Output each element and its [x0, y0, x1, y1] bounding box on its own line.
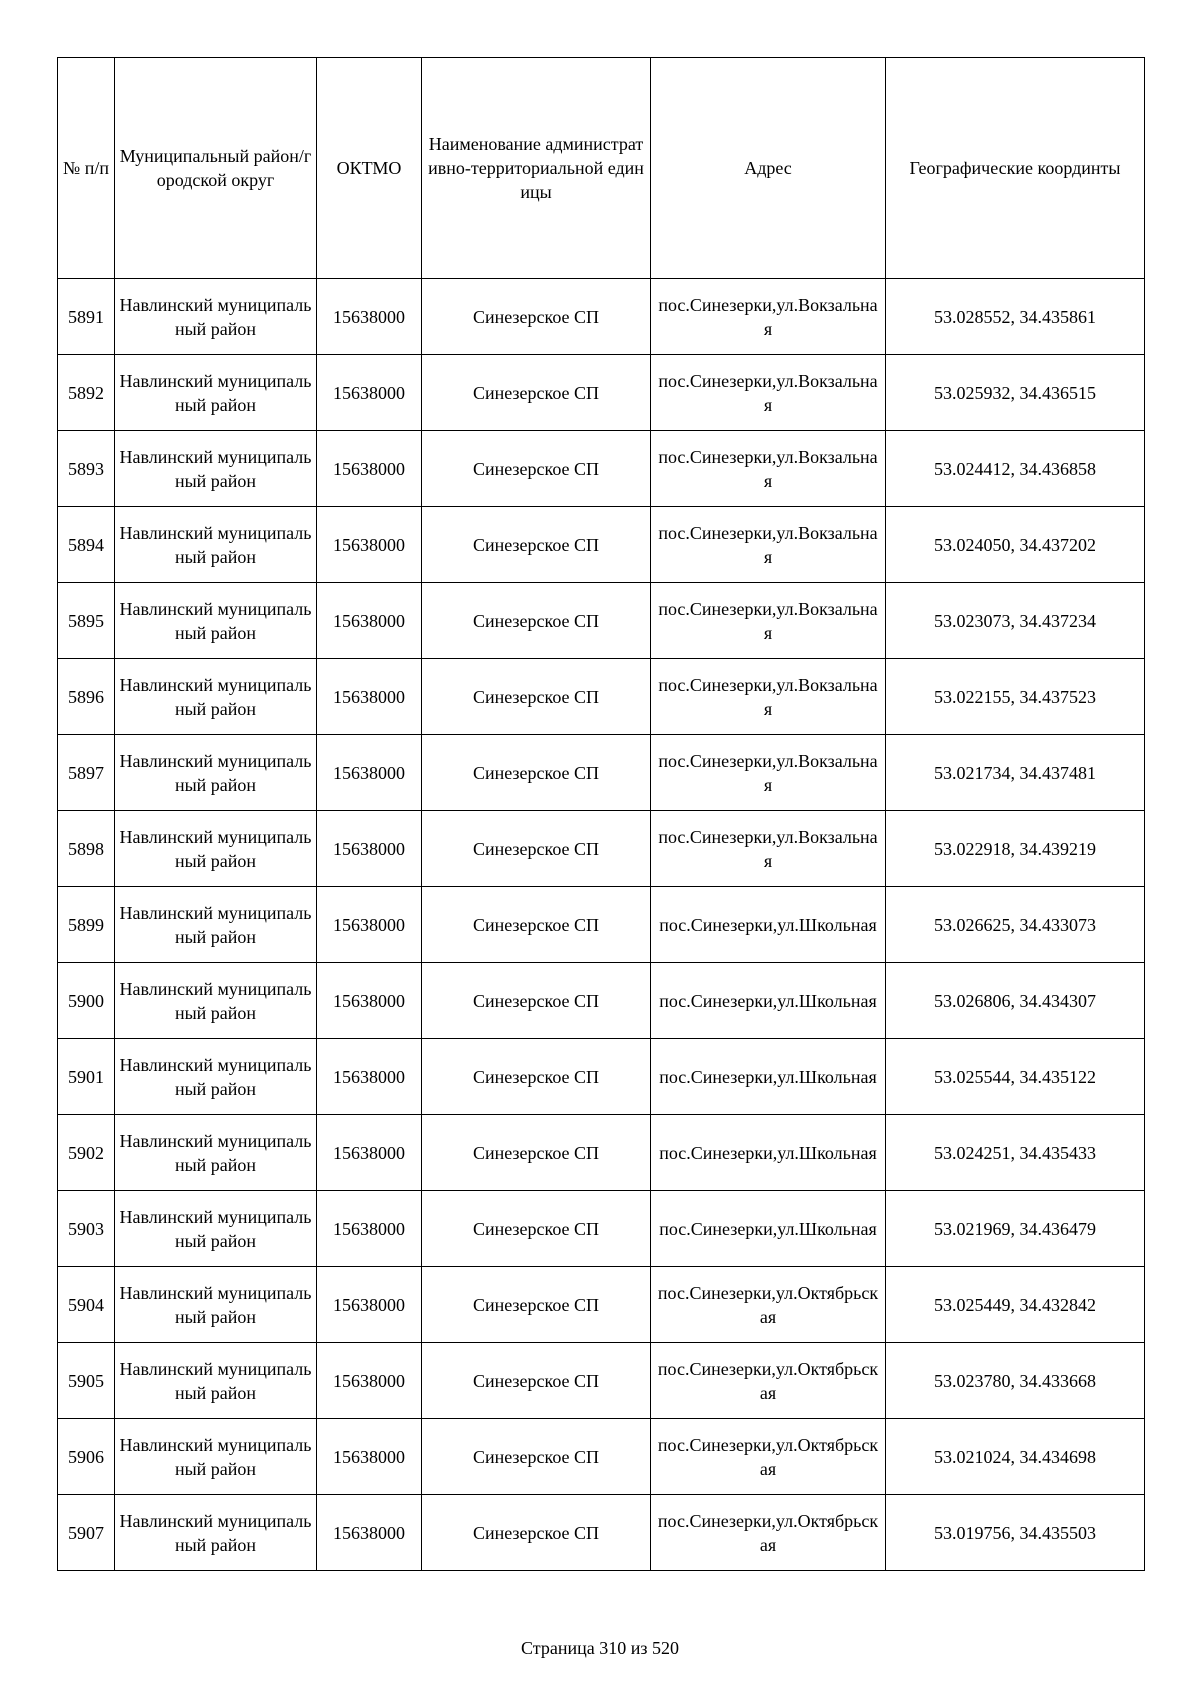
table-row: [58, 1495, 1145, 1571]
table-header-row: [58, 58, 1145, 279]
cell-admin-unit: Синезерское СП: [422, 1419, 651, 1495]
cell-oktmo: 15638000: [317, 1039, 422, 1115]
cell-admin-unit: Синезерское СП: [422, 1343, 651, 1419]
cell-address: пос.Синезерки,ул.Октябрьская: [651, 1343, 886, 1419]
cell-oktmo: 15638000: [317, 735, 422, 811]
cell-oktmo: 15638000: [317, 1343, 422, 1419]
cell-oktmo: 15638000: [317, 1115, 422, 1191]
table-row: [58, 1191, 1145, 1267]
cell-oktmo: 15638000: [317, 583, 422, 659]
cell-num: 5906: [58, 1419, 115, 1495]
cell-address: пос.Синезерки,ул.Вокзальная: [651, 507, 886, 583]
cell-oktmo: 15638000: [317, 1267, 422, 1343]
cell-admin-unit: Синезерское СП: [422, 1039, 651, 1115]
cell-oktmo: 15638000: [317, 279, 422, 355]
cell-coordinates: 53.026625, 34.433073: [886, 887, 1145, 963]
cell-address: пос.Синезерки,ул.Вокзальная: [651, 355, 886, 431]
cell-municipality: Навлинский муниципальный район: [115, 507, 317, 583]
cell-address: пос.Синезерки,ул.Школьная: [651, 963, 886, 1039]
cell-coordinates: 53.025932, 34.436515: [886, 355, 1145, 431]
cell-oktmo: 15638000: [317, 1419, 422, 1495]
cell-num: 5907: [58, 1495, 115, 1571]
cell-coordinates: 53.025544, 34.435122: [886, 1039, 1145, 1115]
cell-admin-unit: Синезерское СП: [422, 811, 651, 887]
cell-num: 5901: [58, 1039, 115, 1115]
table-row: [58, 1039, 1145, 1115]
cell-coordinates: 53.024050, 34.437202: [886, 507, 1145, 583]
cell-num: 5904: [58, 1267, 115, 1343]
cell-admin-unit: Синезерское СП: [422, 659, 651, 735]
header-admin-unit: Наименование административно-территориальной единицы: [422, 58, 651, 279]
cell-oktmo: 15638000: [317, 1191, 422, 1267]
table-row: [58, 355, 1145, 431]
cell-municipality: Навлинский муниципальный район: [115, 887, 317, 963]
cell-oktmo: 15638000: [317, 1495, 422, 1571]
cell-municipality: Навлинский муниципальный район: [115, 279, 317, 355]
cell-coordinates: 53.026806, 34.434307: [886, 963, 1145, 1039]
cell-coordinates: 53.024412, 34.436858: [886, 431, 1145, 507]
header-municipality: Муниципальный район/городской округ: [115, 58, 317, 279]
cell-admin-unit: Синезерское СП: [422, 431, 651, 507]
cell-address: пос.Синезерки,ул.Школьная: [651, 1039, 886, 1115]
cell-address: пос.Синезерки,ул.Школьная: [651, 1191, 886, 1267]
cell-municipality: Навлинский муниципальный район: [115, 431, 317, 507]
cell-municipality: Навлинский муниципальный район: [115, 1115, 317, 1191]
cell-admin-unit: Синезерское СП: [422, 963, 651, 1039]
cell-address: пос.Синезерки,ул.Вокзальная: [651, 279, 886, 355]
cell-municipality: Навлинский муниципальный район: [115, 735, 317, 811]
header-num: № п/п: [58, 58, 115, 279]
table-row: [58, 583, 1145, 659]
cell-num: 5891: [58, 279, 115, 355]
cell-admin-unit: Синезерское СП: [422, 507, 651, 583]
cell-num: 5894: [58, 507, 115, 583]
cell-oktmo: 15638000: [317, 355, 422, 431]
cell-admin-unit: Синезерское СП: [422, 355, 651, 431]
table-row: [58, 507, 1145, 583]
table-row: [58, 659, 1145, 735]
table-row: [58, 279, 1145, 355]
cell-oktmo: 15638000: [317, 811, 422, 887]
cell-address: пос.Синезерки,ул.Вокзальная: [651, 583, 886, 659]
table-row: [58, 735, 1145, 811]
cell-admin-unit: Синезерское СП: [422, 887, 651, 963]
header-address: Адрес: [651, 58, 886, 279]
cell-num: 5897: [58, 735, 115, 811]
cell-address: пос.Синезерки,ул.Школьная: [651, 1115, 886, 1191]
cell-municipality: Навлинский муниципальный район: [115, 811, 317, 887]
cell-municipality: Навлинский муниципальный район: [115, 1039, 317, 1115]
page-number: Страница 310 из 520: [521, 1638, 679, 1658]
cell-municipality: Навлинский муниципальный район: [115, 963, 317, 1039]
cell-coordinates: 53.021024, 34.434698: [886, 1419, 1145, 1495]
cell-oktmo: 15638000: [317, 431, 422, 507]
table-row: [58, 887, 1145, 963]
cell-oktmo: 15638000: [317, 963, 422, 1039]
header-coordinates: Географические координты: [886, 58, 1145, 279]
cell-coordinates: 53.021734, 34.437481: [886, 735, 1145, 811]
cell-coordinates: 53.022155, 34.437523: [886, 659, 1145, 735]
cell-address: пос.Синезерки,ул.Октябрьская: [651, 1419, 886, 1495]
cell-num: 5905: [58, 1343, 115, 1419]
table-row: [58, 1343, 1145, 1419]
cell-coordinates: 53.028552, 34.435861: [886, 279, 1145, 355]
table-row: [58, 1419, 1145, 1495]
cell-admin-unit: Синезерское СП: [422, 1191, 651, 1267]
cell-oktmo: 15638000: [317, 659, 422, 735]
cell-coordinates: 53.023073, 34.437234: [886, 583, 1145, 659]
cell-admin-unit: Синезерское СП: [422, 1115, 651, 1191]
data-table: [57, 57, 1145, 1571]
cell-municipality: Навлинский муниципальный район: [115, 1267, 317, 1343]
cell-admin-unit: Синезерское СП: [422, 1267, 651, 1343]
cell-municipality: Навлинский муниципальный район: [115, 659, 317, 735]
table-body: [58, 279, 1145, 1571]
cell-municipality: Навлинский муниципальный район: [115, 1495, 317, 1571]
cell-coordinates: 53.023780, 34.433668: [886, 1343, 1145, 1419]
table-row: [58, 811, 1145, 887]
cell-municipality: Навлинский муниципальный район: [115, 1191, 317, 1267]
cell-address: пос.Синезерки,ул.Вокзальная: [651, 735, 886, 811]
cell-municipality: Навлинский муниципальный район: [115, 355, 317, 431]
cell-address: пос.Синезерки,ул.Вокзальная: [651, 431, 886, 507]
cell-num: 5892: [58, 355, 115, 431]
header-oktmo: ОКТМО: [317, 58, 422, 279]
cell-oktmo: 15638000: [317, 507, 422, 583]
table-row: [58, 963, 1145, 1039]
cell-address: пос.Синезерки,ул.Школьная: [651, 887, 886, 963]
cell-coordinates: 53.019756, 34.435503: [886, 1495, 1145, 1571]
cell-address: пос.Синезерки,ул.Вокзальная: [651, 811, 886, 887]
cell-coordinates: 53.025449, 34.432842: [886, 1267, 1145, 1343]
cell-admin-unit: Синезерское СП: [422, 583, 651, 659]
cell-num: 5903: [58, 1191, 115, 1267]
cell-oktmo: 15638000: [317, 887, 422, 963]
cell-admin-unit: Синезерское СП: [422, 735, 651, 811]
cell-address: пос.Синезерки,ул.Октябрьская: [651, 1267, 886, 1343]
cell-num: 5902: [58, 1115, 115, 1191]
table-row: [58, 1267, 1145, 1343]
table-row: [58, 1115, 1145, 1191]
cell-num: 5893: [58, 431, 115, 507]
cell-admin-unit: Синезерское СП: [422, 279, 651, 355]
cell-municipality: Навлинский муниципальный район: [115, 1419, 317, 1495]
cell-num: 5898: [58, 811, 115, 887]
table-row: [58, 431, 1145, 507]
cell-address: пос.Синезерки,ул.Октябрьская: [651, 1495, 886, 1571]
cell-municipality: Навлинский муниципальный район: [115, 1343, 317, 1419]
cell-coordinates: 53.022918, 34.439219: [886, 811, 1145, 887]
cell-municipality: Навлинский муниципальный район: [115, 583, 317, 659]
cell-num: 5900: [58, 963, 115, 1039]
cell-address: пос.Синезерки,ул.Вокзальная: [651, 659, 886, 735]
cell-num: 5899: [58, 887, 115, 963]
cell-coordinates: 53.024251, 34.435433: [886, 1115, 1145, 1191]
cell-num: 5896: [58, 659, 115, 735]
cell-num: 5895: [58, 583, 115, 659]
cell-coordinates: 53.021969, 34.436479: [886, 1191, 1145, 1267]
cell-admin-unit: Синезерское СП: [422, 1495, 651, 1571]
